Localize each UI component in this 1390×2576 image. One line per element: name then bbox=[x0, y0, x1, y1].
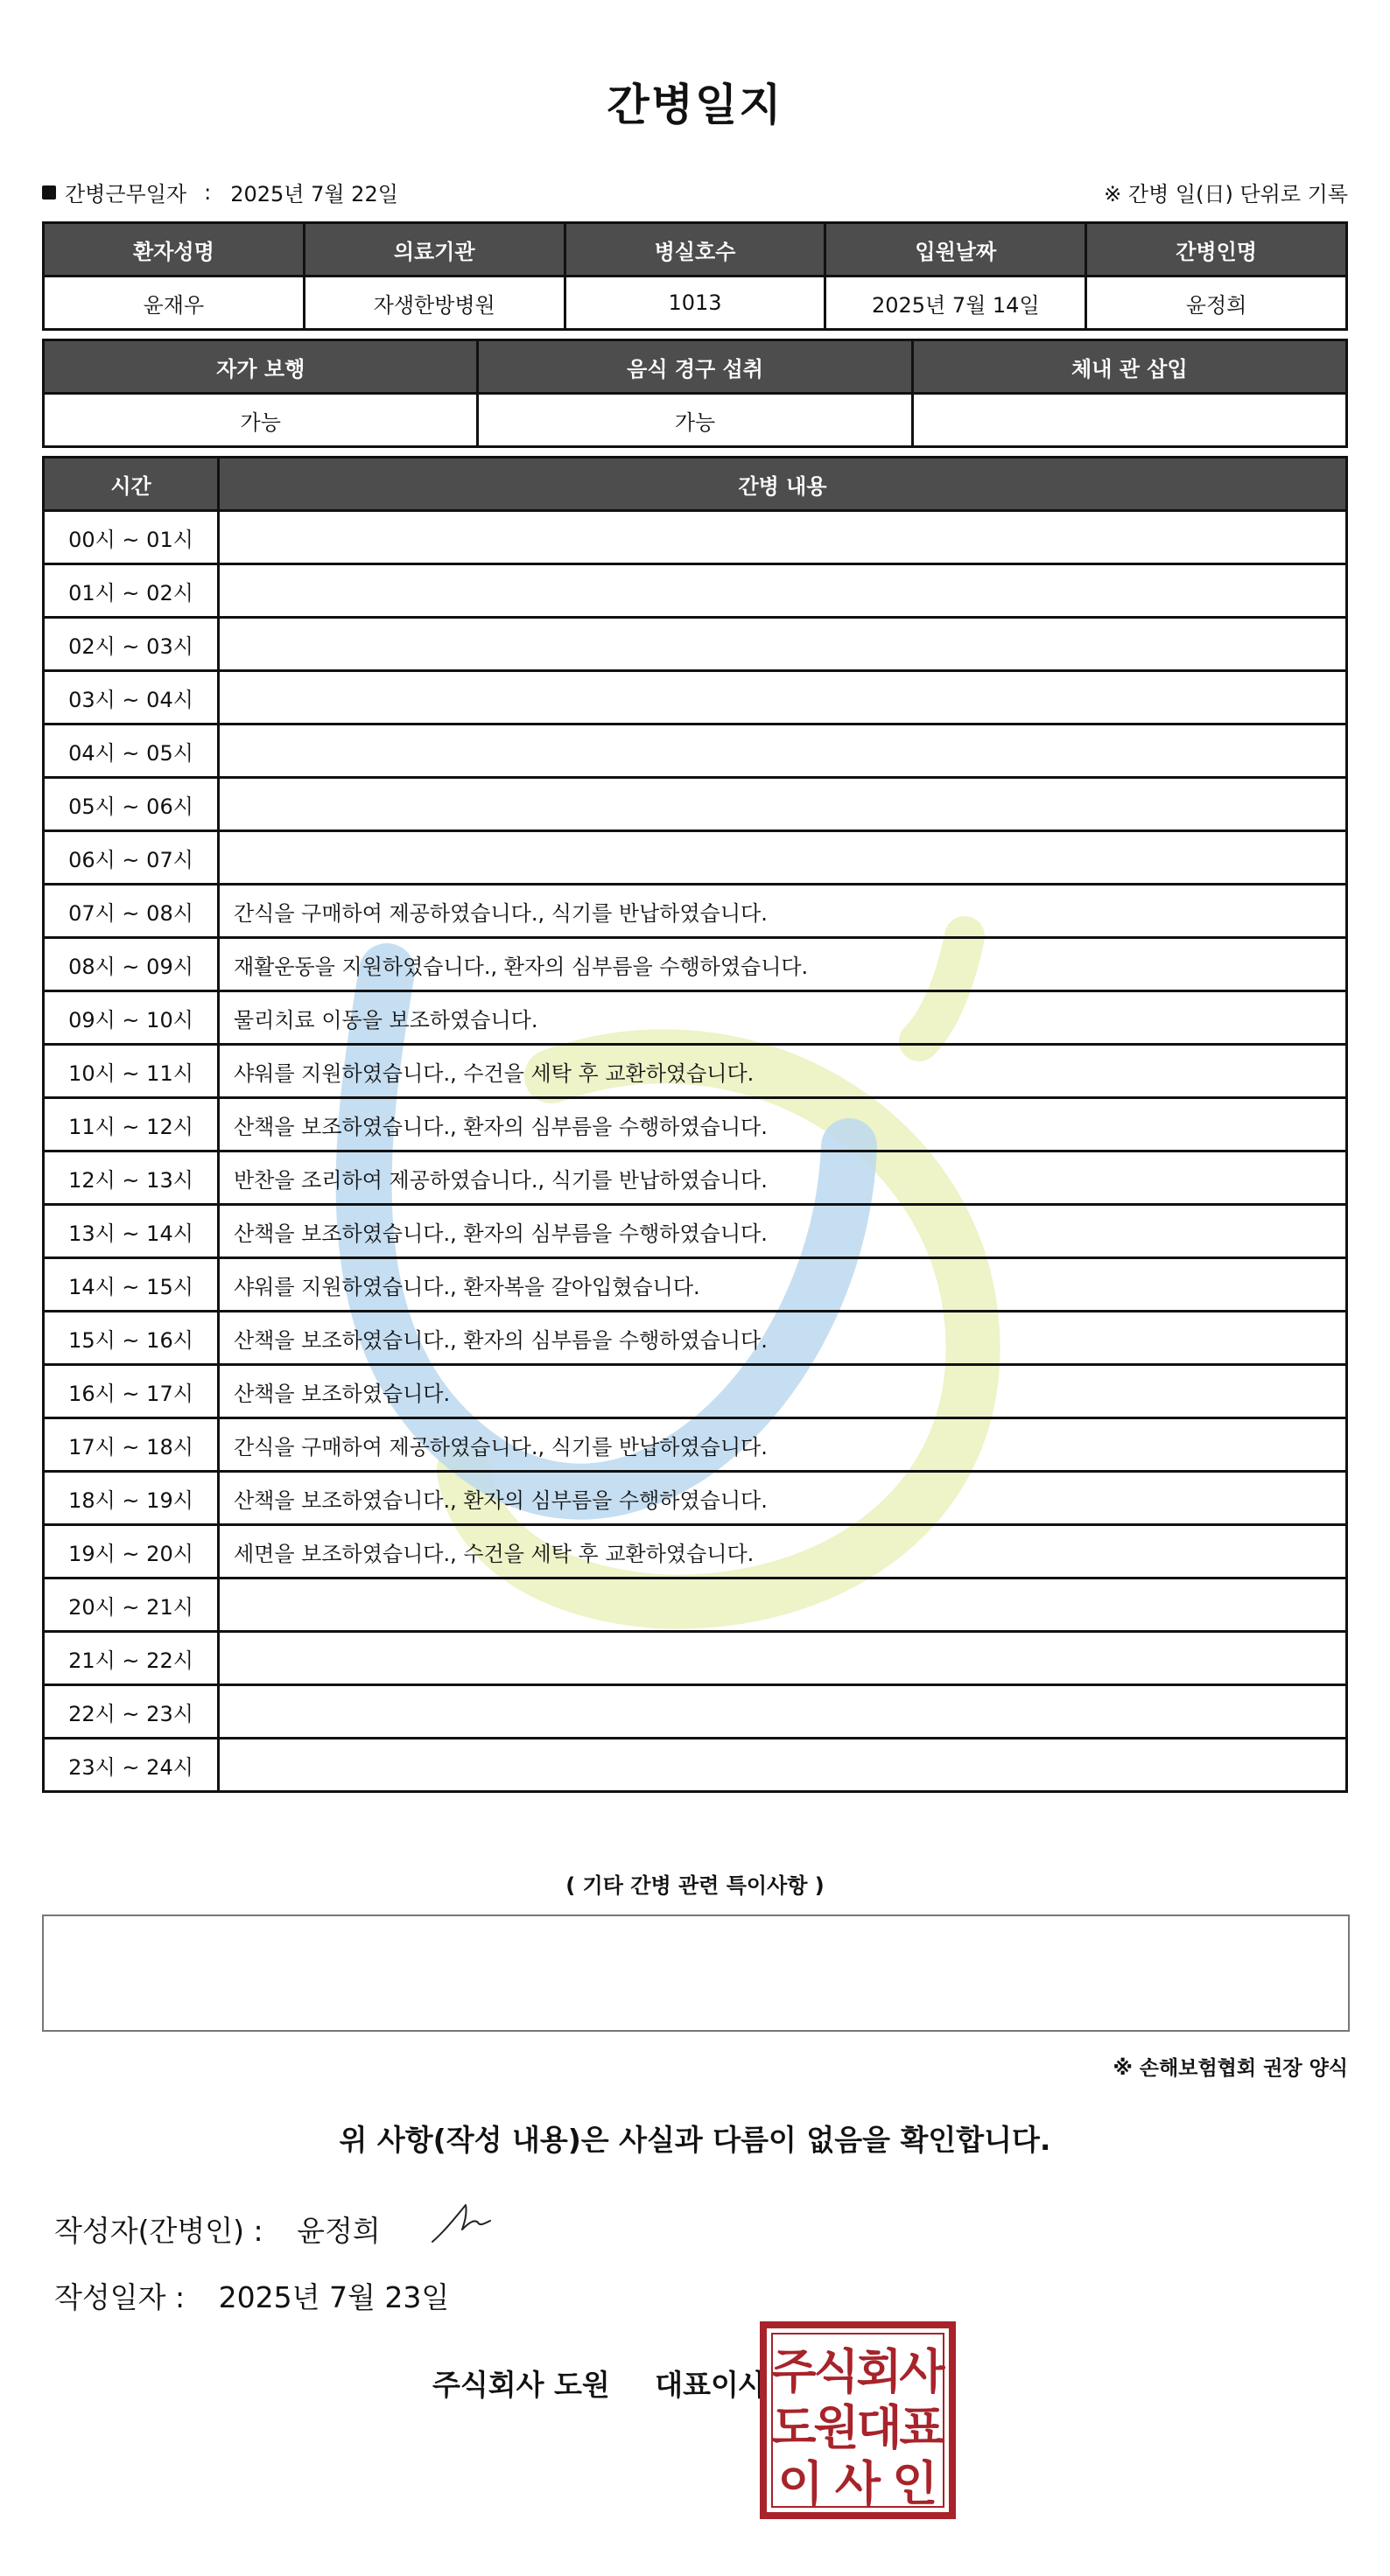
seal-character: 사 bbox=[834, 2456, 881, 2511]
table-row bbox=[44, 511, 1347, 564]
care-content-cell: 반찬을 조리하여 제공하였습니다., 식기를 반납하였습니다. bbox=[219, 1152, 1347, 1205]
company-line bbox=[432, 2362, 767, 2404]
room-number-value: 1013 bbox=[565, 276, 825, 330]
writer-name: 윤정희 bbox=[297, 2214, 381, 2248]
care-content-cell bbox=[219, 1739, 1347, 1792]
work-date-value: 2025년 7월 22일 bbox=[230, 182, 398, 206]
header-time: 시간 bbox=[44, 458, 219, 511]
time-cell: 08시 ~ 09시 bbox=[44, 938, 219, 991]
table-row bbox=[44, 1632, 1347, 1685]
time-cell: 19시 ~ 20시 bbox=[44, 1525, 219, 1578]
handwritten-signature bbox=[429, 2196, 508, 2249]
table-row bbox=[44, 1525, 1347, 1578]
time-cell: 16시 ~ 17시 bbox=[44, 1365, 219, 1418]
time-cell: 11시 ~ 12시 bbox=[44, 1098, 219, 1152]
header-tube-insertion: 체내 관 삽입 bbox=[912, 340, 1346, 394]
time-cell: 23시 ~ 24시 bbox=[44, 1739, 219, 1792]
patient-name-value: 윤재우 bbox=[44, 276, 305, 330]
care-content-cell: 재활운동을 지원하였습니다., 환자의 심부름을 수행하였습니다. bbox=[219, 938, 1347, 991]
company-name: 주식회사 도원 bbox=[432, 2368, 610, 2402]
time-cell: 12시 ~ 13시 bbox=[44, 1152, 219, 1205]
care-content-cell bbox=[219, 618, 1347, 671]
time-cell: 01시 ~ 02시 bbox=[44, 564, 219, 618]
table-row bbox=[44, 671, 1347, 724]
header-hospital: 의료기관 bbox=[304, 223, 565, 276]
time-cell: 06시 ~ 07시 bbox=[44, 831, 219, 885]
hourly-care-log-table bbox=[42, 456, 1348, 1793]
table-row bbox=[44, 1205, 1347, 1258]
table-row bbox=[44, 1312, 1347, 1365]
company-seal-stamp bbox=[760, 2321, 956, 2519]
seal-character: 인 bbox=[892, 2456, 938, 2511]
header-self-walking: 자가 보행 bbox=[44, 340, 478, 394]
table-row bbox=[44, 724, 1347, 778]
seal-character: 주 bbox=[770, 2344, 817, 2399]
work-date-line bbox=[42, 177, 398, 207]
time-cell: 02시 ~ 03시 bbox=[44, 618, 219, 671]
care-content-cell bbox=[219, 1685, 1347, 1739]
admission-date-value: 2025년 7월 14일 bbox=[825, 276, 1086, 330]
seal-character: 원 bbox=[813, 2400, 860, 2455]
time-cell: 20시 ~ 21시 bbox=[44, 1578, 219, 1632]
patient-info-table bbox=[42, 221, 1348, 331]
care-content-cell: 산책을 보조하였습니다. bbox=[219, 1365, 1347, 1418]
header-care-content: 간병 내용 bbox=[219, 458, 1347, 511]
work-date-label: 간병근무일자 bbox=[65, 182, 187, 206]
seal-character: 사 bbox=[899, 2344, 945, 2399]
work-date-colon: : bbox=[204, 179, 212, 205]
header-caregiver-name: 간병인명 bbox=[1086, 223, 1347, 276]
time-cell: 21시 ~ 22시 bbox=[44, 1632, 219, 1685]
written-date-line bbox=[54, 2275, 449, 2316]
care-content-cell bbox=[219, 1578, 1347, 1632]
care-content-cell: 간식을 구매하여 제공하였습니다., 식기를 반납하였습니다. bbox=[219, 885, 1347, 938]
time-cell: 07시 ~ 08시 bbox=[44, 885, 219, 938]
table-row bbox=[44, 1098, 1347, 1152]
time-cell: 09시 ~ 10시 bbox=[44, 991, 219, 1045]
time-cell: 15시 ~ 16시 bbox=[44, 1312, 219, 1365]
table-row bbox=[44, 938, 1347, 991]
time-cell: 03시 ~ 04시 bbox=[44, 671, 219, 724]
time-cell: 14시 ~ 15시 bbox=[44, 1258, 219, 1312]
care-content-cell: 산책을 보조하였습니다., 환자의 심부름을 수행하였습니다. bbox=[219, 1312, 1347, 1365]
self-walking-value: 가능 bbox=[44, 394, 478, 447]
care-content-cell bbox=[219, 1632, 1347, 1685]
table-row bbox=[44, 1365, 1347, 1418]
table-row bbox=[44, 778, 1347, 831]
time-cell: 00시 ~ 01시 bbox=[44, 511, 219, 564]
table-row bbox=[44, 831, 1347, 885]
seal-character: 표 bbox=[899, 2400, 945, 2455]
table-row bbox=[44, 885, 1347, 938]
daily-record-note: ※ 간병 일(日) 단위로 기록 bbox=[1104, 182, 1348, 206]
seal-character: 이 bbox=[777, 2456, 824, 2511]
seal-character: 식 bbox=[813, 2344, 860, 2399]
care-content-cell: 간식을 구매하여 제공하였습니다., 식기를 반납하였습니다. bbox=[219, 1418, 1347, 1472]
insurance-association-note: ※ 손해보험협회 권장 양식 bbox=[1113, 2057, 1348, 2080]
special-notes-box bbox=[42, 1914, 1350, 2032]
care-content-cell: 세면을 보조하였습니다., 수건을 세탁 후 교환하였습니다. bbox=[219, 1525, 1347, 1578]
care-content-cell bbox=[219, 511, 1347, 564]
time-cell: 17시 ~ 18시 bbox=[44, 1418, 219, 1472]
time-cell: 22시 ~ 23시 bbox=[44, 1685, 219, 1739]
header-admission-date: 입원날짜 bbox=[825, 223, 1086, 276]
writer-line bbox=[54, 2208, 381, 2250]
table-row bbox=[44, 1685, 1347, 1739]
table-row bbox=[44, 1739, 1347, 1792]
table-row bbox=[44, 1258, 1347, 1312]
care-content-cell: 산책을 보조하였습니다., 환자의 심부름을 수행하였습니다. bbox=[219, 1205, 1347, 1258]
table-row bbox=[44, 1472, 1347, 1525]
written-date-label: 작성일자 : bbox=[54, 2280, 186, 2314]
patient-status-table bbox=[42, 339, 1348, 448]
header-room-number: 병실호수 bbox=[565, 223, 825, 276]
seal-character: 도 bbox=[770, 2400, 817, 2455]
table-row bbox=[44, 1152, 1347, 1205]
table-row bbox=[44, 564, 1347, 618]
care-content-cell: 산책을 보조하였습니다., 환자의 심부름을 수행하였습니다. bbox=[219, 1098, 1347, 1152]
care-content-cell bbox=[219, 564, 1347, 618]
care-content-cell bbox=[219, 724, 1347, 778]
special-notes-title: ( 기타 간병 관련 특이사항 ) bbox=[565, 1873, 825, 1898]
care-content-cell bbox=[219, 831, 1347, 885]
bullet-square-icon bbox=[42, 186, 56, 200]
caregiver-name-value: 윤정희 bbox=[1086, 276, 1347, 330]
seal-character: 대 bbox=[856, 2400, 902, 2455]
time-cell: 04시 ~ 05시 bbox=[44, 724, 219, 778]
time-cell: 10시 ~ 11시 bbox=[44, 1045, 219, 1098]
hospital-value: 자생한방병원 bbox=[304, 276, 565, 330]
care-log-rows bbox=[44, 511, 1347, 1792]
confirmation-statement: 위 사항(작성 내용)은 사실과 다름이 없음을 확인합니다. bbox=[339, 2123, 1051, 2157]
seal-character: 회 bbox=[856, 2344, 902, 2399]
header-oral-intake: 음식 경구 섭취 bbox=[478, 340, 912, 394]
care-content-cell: 샤워를 지원하였습니다., 환자복을 갈아입혔습니다. bbox=[219, 1258, 1347, 1312]
table-row bbox=[44, 991, 1347, 1045]
oral-intake-value: 가능 bbox=[478, 394, 912, 447]
writer-label: 작성자(간병인) : bbox=[54, 2214, 263, 2248]
tube-insertion-value bbox=[912, 394, 1346, 447]
table-row bbox=[44, 1418, 1347, 1472]
care-content-cell: 물리치료 이동을 보조하였습니다. bbox=[219, 991, 1347, 1045]
care-content-cell bbox=[219, 778, 1347, 831]
time-cell: 05시 ~ 06시 bbox=[44, 778, 219, 831]
time-cell: 13시 ~ 14시 bbox=[44, 1205, 219, 1258]
care-content-cell bbox=[219, 671, 1347, 724]
company-representative: 대표이사 bbox=[655, 2368, 767, 2402]
table-row bbox=[44, 1578, 1347, 1632]
care-content-cell: 산책을 보조하였습니다., 환자의 심부름을 수행하였습니다. bbox=[219, 1472, 1347, 1525]
header-patient-name: 환자성명 bbox=[44, 223, 305, 276]
care-content-cell: 샤워를 지원하였습니다., 수건을 세탁 후 교환하였습니다. bbox=[219, 1045, 1347, 1098]
table-row bbox=[44, 618, 1347, 671]
table-row bbox=[44, 1045, 1347, 1098]
document-title: 간병일지 bbox=[607, 80, 783, 130]
time-cell: 18시 ~ 19시 bbox=[44, 1472, 219, 1525]
written-date-value: 2025년 7월 23일 bbox=[218, 2280, 450, 2314]
